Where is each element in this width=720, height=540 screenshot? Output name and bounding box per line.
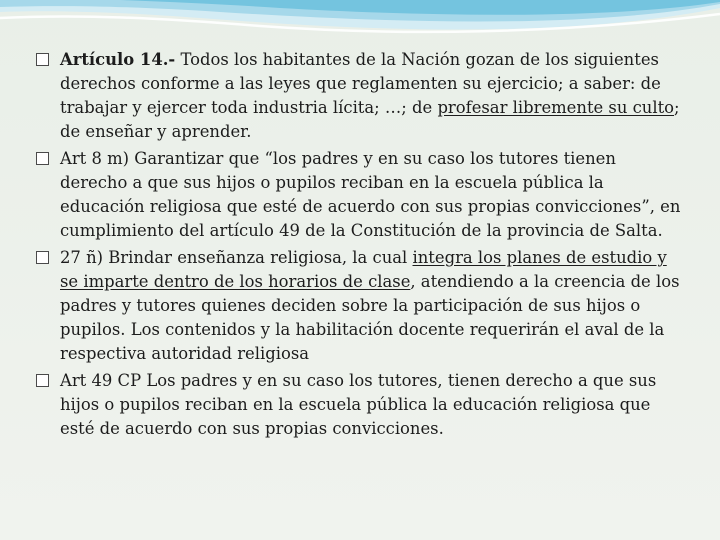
- article-14-text-end: ; de enseñar y aprender.: [60, 98, 680, 141]
- paragraph-art-49-cp: [34, 369, 684, 441]
- square-bullet-icon: [36, 53, 49, 66]
- art-8-m-text: Art 8 m) Garantizar que “los padres y en su caso los tutores tienen derecho a que sus hijos o pupilos reciban en la escuela pública la educación religiosa que esté de acuerdo con sus propias convicciones”, en cumplimiento del artículo 49 de la Constitución de la provincia de Salta.: [60, 149, 681, 240]
- paragraph-27-n: [34, 246, 684, 366]
- paragraph-art-8-m: [34, 147, 684, 243]
- square-bullet-icon: [36, 152, 49, 165]
- article-14-underlined: profesar libremente su culto: [437, 98, 675, 117]
- art-49-cp-text: Art 49 CP Los padres y en su caso los tutores, tienen derecho a que sus hijos o pupilos reciban en la escuela pública la educación religiosa que esté de acuerdo con sus propias convicciones.: [60, 371, 657, 438]
- art-27-n-text-start: 27 ñ) Brindar enseñanza religiosa, la cual: [60, 248, 413, 267]
- slide-body: [34, 48, 684, 444]
- paragraph-articulo-14: [34, 48, 684, 144]
- article-14-text-start: Todos los habitantes de la Nación gozan de los siguientes derechos conforme a las leyes que reglamenten su ejercicio; a saber: de trabajar y ejercer toda industria lícita; …; de: [60, 50, 661, 117]
- square-bullet-icon: [36, 251, 49, 264]
- art-27-n-text-end: , atendiendo a la creencia de los padres y tutores quienes deciden sobre la participación de sus hijos o pupilos. Los contenidos y la habilitación docente requerirán el aval de la respectiva autoridad religiosa: [60, 272, 680, 363]
- article-14-heading: Artículo 14.-: [60, 50, 176, 69]
- square-bullet-icon: [36, 374, 49, 387]
- art-27-n-underlined: integra los planes de estudio y se imparte dentro de los horarios de clase: [60, 248, 667, 291]
